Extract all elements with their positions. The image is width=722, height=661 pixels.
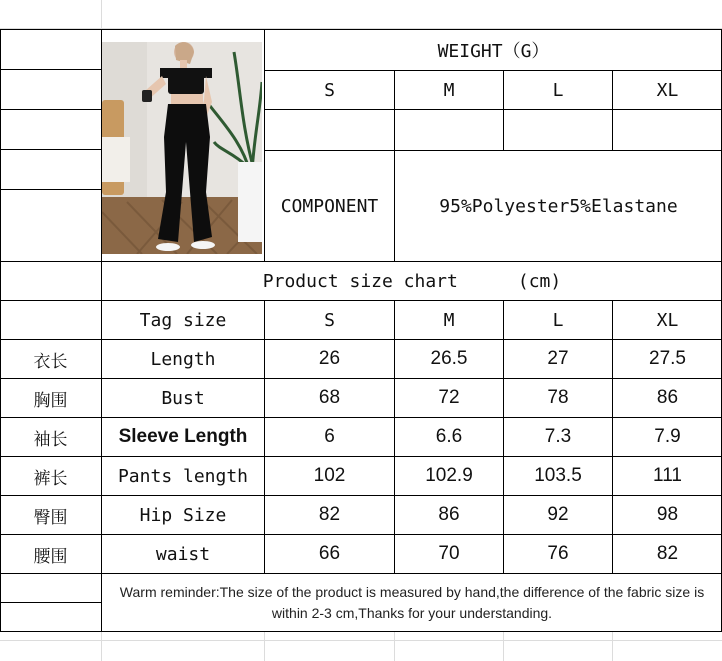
border-line: [0, 109, 102, 110]
border-line: [0, 602, 102, 603]
border-line: [265, 70, 722, 71]
grid-line: [503, 632, 504, 661]
border-line: [265, 150, 722, 151]
border-line: [0, 189, 102, 190]
row-label: waist: [155, 543, 211, 565]
value-m: 86: [438, 504, 460, 525]
value-l: 103.5: [534, 465, 582, 486]
size-header-l: L: [552, 309, 564, 331]
grid-line: [101, 0, 102, 29]
value-m: 72: [438, 387, 460, 408]
weight-size-s: S: [324, 79, 335, 101]
border-line: [612, 300, 613, 574]
row-label: Length: [150, 348, 216, 370]
value-l: 78: [547, 387, 569, 408]
component-label: COMPONENT: [280, 195, 379, 217]
size-header-m: M: [443, 309, 455, 331]
size-header-s: S: [324, 309, 335, 331]
chart-unit: (cm): [517, 270, 562, 292]
border-line: [0, 300, 722, 301]
border-line: [264, 29, 265, 262]
row-cn-label: 袖长: [33, 429, 68, 450]
value-s: 68: [318, 387, 341, 408]
row-cn-label: 臀围: [33, 507, 68, 528]
row-cn-label: 裤长: [33, 468, 68, 489]
component-value: 95%Polyester5%Elastane: [439, 195, 678, 217]
border-line: [0, 29, 1, 632]
grid-line: [0, 640, 722, 641]
border-line: [0, 534, 722, 535]
border-line: [265, 109, 722, 110]
border-line: [503, 70, 504, 151]
value-xl: 86: [656, 387, 679, 408]
border-line: [264, 300, 265, 574]
weight-size-l: L: [552, 79, 564, 101]
value-l: 27: [547, 348, 569, 369]
grid-line: [101, 632, 102, 661]
row-cn-label: 衣长: [33, 351, 68, 372]
border-line: [0, 339, 722, 340]
value-s: 102: [313, 465, 346, 486]
chart-title-row: [102, 262, 722, 300]
border-line: [0, 29, 722, 30]
border-line: [0, 261, 722, 262]
border-line: [0, 417, 722, 418]
row-label: Bust: [161, 387, 205, 409]
border-line: [0, 69, 102, 70]
row-label: Pants length: [117, 465, 249, 487]
warm-reminder: Warm reminder:The size of the product is measured by hand,the difference of the fabric size is within 2-3 cm,Thanks for your understanding.: [119, 583, 705, 621]
value-l: 92: [547, 504, 569, 525]
value-s: 82: [318, 504, 341, 525]
border-line: [394, 300, 395, 574]
value-l: 76: [547, 543, 569, 564]
border-line: [612, 70, 613, 151]
grid-line: [394, 632, 395, 661]
weight-header: WEIGHT（G）: [437, 41, 550, 62]
value-xl: 111: [653, 465, 682, 486]
border-line: [0, 495, 722, 496]
border-line: [394, 70, 395, 262]
value-s: 6: [324, 426, 335, 447]
row-cn-label: 腰围: [33, 546, 68, 567]
border-line: [101, 29, 102, 632]
grid-line: [264, 632, 265, 661]
grid-line: [612, 632, 613, 661]
value-xl: 82: [656, 543, 679, 564]
value-l: 7.3: [544, 426, 572, 447]
chart-title: Product size chart: [262, 270, 458, 292]
value-s: 26: [318, 348, 341, 369]
value-xl: 7.9: [654, 426, 681, 447]
row-label: Hip Size: [139, 504, 227, 526]
tag-size-header: Tag size: [139, 309, 227, 331]
border-line: [0, 149, 102, 150]
size-header-xl: XL: [656, 309, 679, 331]
border-line: [0, 456, 722, 457]
row-cn-label: 胸围: [33, 390, 68, 411]
value-xl: 27.5: [649, 348, 686, 369]
border-line: [0, 573, 722, 574]
value-xl: 98: [656, 504, 679, 525]
value-m: 102.9: [425, 465, 473, 486]
row-label: Sleeve Length: [118, 426, 248, 447]
border-line: [503, 300, 504, 574]
border-line: [0, 631, 722, 632]
value-s: 66: [318, 543, 341, 564]
weight-size-m: M: [443, 79, 455, 101]
border-line: [0, 378, 722, 379]
product-photo: [102, 42, 262, 254]
value-m: 6.6: [435, 426, 463, 447]
value-m: 70: [438, 543, 460, 564]
weight-size-xl: XL: [656, 79, 679, 101]
value-m: 26.5: [430, 348, 468, 369]
